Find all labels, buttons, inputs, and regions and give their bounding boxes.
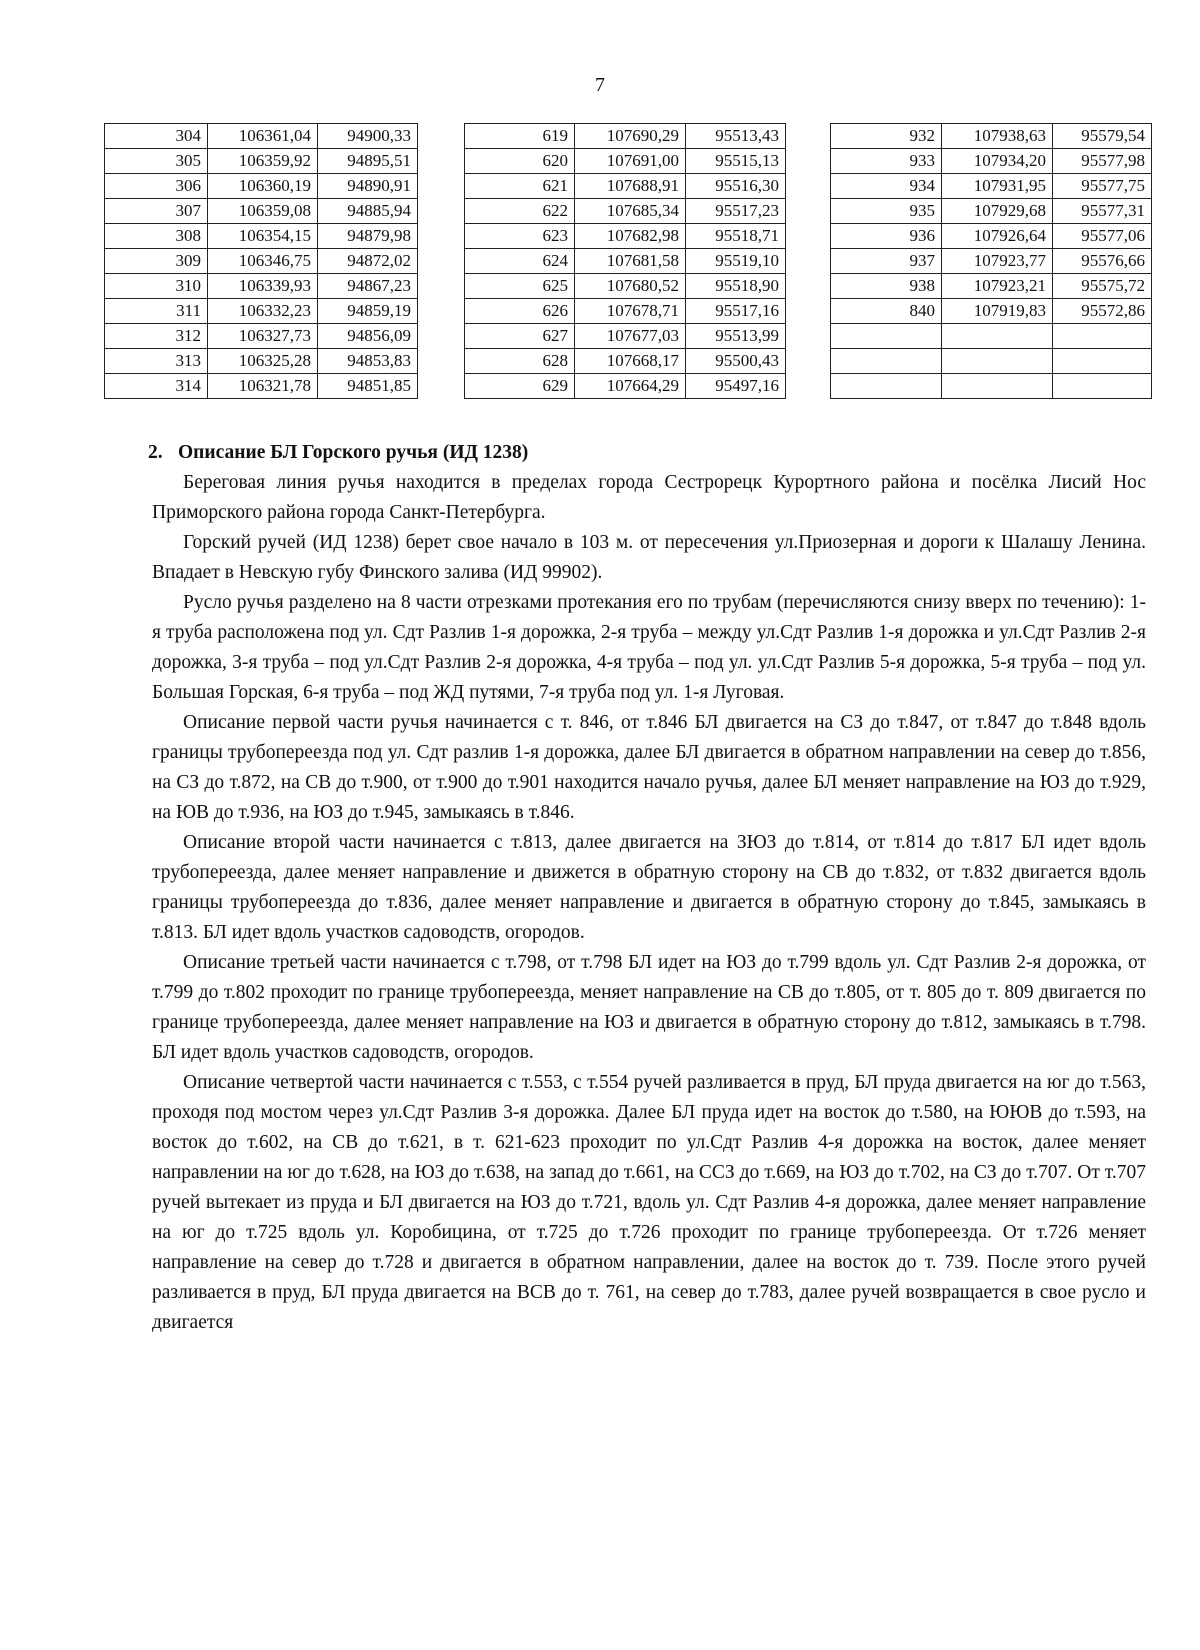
table-row (465, 199, 786, 224)
y-coordinate-cell: 95579,54 (1053, 124, 1152, 149)
x-coordinate-cell: 107681,58 (575, 249, 686, 274)
table-row (831, 224, 1152, 249)
table-row (831, 299, 1152, 324)
x-coordinate-cell: 107680,52 (575, 274, 686, 299)
y-coordinate-cell: 94895,51 (318, 149, 418, 174)
table-row (831, 174, 1152, 199)
paragraph: Описание первой части ручья начинается с т. 846, от т.846 БЛ двигается на СЗ до т.847, от т.847 до т.848 вдоль границы трубопереезда под ул. Сдт разлив 1-я дорожка, далее БЛ двигается в обратном направлении на север до т.856, на СЗ до т.872, на СВ до т.900, от т.900 до т.901 находится начало ручья, далее БЛ меняет направление на ЮЗ до т.929, на ЮВ до т.936, на ЮЗ до т.945, замыкаясь в т.846. (152, 712, 1146, 823)
x-coordinate-cell: 107664,29 (575, 374, 686, 399)
point-number-cell: 308 (105, 224, 208, 249)
y-coordinate-cell: 94872,02 (318, 249, 418, 274)
section-heading (148, 438, 1146, 468)
x-coordinate-cell: 107929,68 (942, 199, 1053, 224)
table-row (831, 249, 1152, 274)
section-text (148, 438, 1146, 1338)
y-coordinate-cell: 95517,16 (686, 299, 786, 324)
y-coordinate-cell: 95577,75 (1053, 174, 1152, 199)
y-coordinate-cell: 95577,06 (1053, 224, 1152, 249)
y-coordinate-cell: 95518,71 (686, 224, 786, 249)
point-number-cell: 933 (831, 149, 942, 174)
point-number-cell (831, 374, 942, 399)
point-number-cell: 628 (465, 349, 575, 374)
point-number-cell: 309 (105, 249, 208, 274)
y-coordinate-cell: 94890,91 (318, 174, 418, 199)
table-row (105, 274, 418, 299)
x-coordinate-cell: 107668,17 (575, 349, 686, 374)
point-number-cell: 304 (105, 124, 208, 149)
point-number-cell (831, 324, 942, 349)
point-number-cell: 626 (465, 299, 575, 324)
x-coordinate-cell (942, 374, 1053, 399)
x-coordinate-cell: 107926,64 (942, 224, 1053, 249)
x-coordinate-cell: 107690,29 (575, 124, 686, 149)
point-number-cell: 313 (105, 349, 208, 374)
paragraph: Описание третьей части начинается с т.798, от т.798 БЛ идет на ЮЗ до т.799 вдоль ул. Сдт Разлив 2-я дорожка, от т.799 до т.802 проходит по границе трубопереезда, меняет направление на СВ до т.805, от т. 805 до т. 809 двигается по границе трубопереезда, далее меняет направление на ЮЗ и двигается в обратную сторону до т.812, замыкаясь в т.798. БЛ идет вдоль участков садоводств, огородов. (152, 952, 1146, 1063)
x-coordinate-cell: 106361,04 (208, 124, 318, 149)
point-number-cell: 934 (831, 174, 942, 199)
table-row (105, 349, 418, 374)
point-number-cell: 306 (105, 174, 208, 199)
table-row (831, 124, 1152, 149)
x-coordinate-cell: 107685,34 (575, 199, 686, 224)
y-coordinate-cell: 95577,31 (1053, 199, 1152, 224)
x-coordinate-cell: 107688,91 (575, 174, 686, 199)
x-coordinate-cell: 106359,08 (208, 199, 318, 224)
y-coordinate-cell: 94859,19 (318, 299, 418, 324)
paragraph: Береговая линия ручья находится в пределах города Сестрорецк Курортного района и посёлка Лисий Нос Приморского района города Санкт-Петербурга. (152, 472, 1146, 523)
point-number-cell: 935 (831, 199, 942, 224)
table-row (105, 124, 418, 149)
paragraph: Русло ручья разделено на 8 части отрезками протекания его по трубам (перечисляются снизу вверх по течению): 1-я труба расположена под ул. Сдт Разлив 1-я дорожка, 2-я труба – между ул.Сдт Разлив 1-я дорожка и ул.Сдт Разлив 2-я дорожка, 3-я труба – под ул.Сдт Разлив 2-я дорожка, 4-я труба – под ул. ул.Сдт Разлив 5-я дорожка, 5-я труба – под ул. Большая Горская, 6-я труба – под ЖД путями, 7-я труба под ул. 1-я Луговая. (152, 592, 1146, 703)
x-coordinate-cell: 106354,15 (208, 224, 318, 249)
coordinates-table-1 (104, 123, 418, 399)
x-coordinate-cell: 106325,28 (208, 349, 318, 374)
page-number: 7 (595, 74, 605, 96)
paragraph: Описание второй части начинается с т.813, далее двигается на ЗЮЗ до т.814, от т.814 до т.817 БЛ идет вдоль трубопереезда, далее меняет направление и движется в обратную сторону на СВ до т.832, от т.832 двигается вдоль границы трубопереезда до т.836, далее меняет направление и двигается в обратную сторону до т.845, замыкаясь в т.813. БЛ идет вдоль участков садоводств, огородов. (152, 832, 1146, 943)
table-row (831, 149, 1152, 174)
y-coordinate-cell: 95519,10 (686, 249, 786, 274)
y-coordinate-cell: 95513,43 (686, 124, 786, 149)
x-coordinate-cell: 106339,93 (208, 274, 318, 299)
table-row (105, 324, 418, 349)
point-number-cell: 305 (105, 149, 208, 174)
y-coordinate-cell: 95575,72 (1053, 274, 1152, 299)
point-number-cell: 932 (831, 124, 942, 149)
section-paragraphs (152, 468, 1146, 1338)
table-row (105, 374, 418, 399)
paragraph: Горский ручей (ИД 1238) берет свое начало в 103 м. от пересечения ул.Приозерная и дороги к Шалашу Ленина. Впадает в Невскую губу Финского залива (ИД 99902). (152, 532, 1146, 583)
x-coordinate-cell: 107691,00 (575, 149, 686, 174)
y-coordinate-cell: 94900,33 (318, 124, 418, 149)
y-coordinate-cell (1053, 324, 1152, 349)
y-coordinate-cell: 94885,94 (318, 199, 418, 224)
table-row (465, 224, 786, 249)
point-number-cell: 623 (465, 224, 575, 249)
y-coordinate-cell: 95518,90 (686, 274, 786, 299)
x-coordinate-cell: 106360,19 (208, 174, 318, 199)
y-coordinate-cell: 94853,83 (318, 349, 418, 374)
point-number-cell: 307 (105, 199, 208, 224)
point-number-cell (831, 349, 942, 374)
paragraph: Описание четвертой части начинается с т.553, с т.554 ручей разливается в пруд, БЛ пруда двигается на юг до т.563, проходя под мостом через ул.Сдт Разлив 3-я дорожка. Далее БЛ пруда идет на восток до т.580, на ЮЮВ до т.593, на восток до т.602, на СВ до т.621, в т. 621-623 проходит по ул.Сдт Разлив 4-я дорожка на восток, далее меняет направлении на юг до т.628, на ЮЗ до т.638, на запад до т.661, на ССЗ до т.669, на ЮЗ до т.702, на СЗ до т.707. От т.707 ручей вытекает из пруда и БЛ двигается на ЮЗ до т.721, вдоль ул. Сдт Разлив 4-я дорожка, далее меняет направление на юг до т.725 вдоль ул. Коробицина, от т.725 до т.726 проходит по границе трубопереезда. От т.726 меняет направление на север до т.728 и двигается в обратном направлении, далее на восток до т. 739. После этого ручей разливается в пруд, БЛ пруда двигается на ВСВ до т. 761, на север до т.783, далее ручей возвращается в свое русло и двигается (152, 1072, 1146, 1333)
table-row (105, 174, 418, 199)
table-row (465, 174, 786, 199)
point-number-cell: 625 (465, 274, 575, 299)
x-coordinate-cell (942, 349, 1053, 374)
table-row (465, 149, 786, 174)
table-row (831, 199, 1152, 224)
point-number-cell: 619 (465, 124, 575, 149)
table-row (465, 374, 786, 399)
point-number-cell: 622 (465, 199, 575, 224)
x-coordinate-cell: 107938,63 (942, 124, 1053, 149)
coordinates-table-2 (464, 123, 786, 399)
x-coordinate-cell: 106327,73 (208, 324, 318, 349)
x-coordinate-cell: 107931,95 (942, 174, 1053, 199)
table-row (831, 374, 1152, 399)
table-row (105, 249, 418, 274)
y-coordinate-cell: 94879,98 (318, 224, 418, 249)
y-coordinate-cell (1053, 374, 1152, 399)
x-coordinate-cell: 107677,03 (575, 324, 686, 349)
y-coordinate-cell: 94867,23 (318, 274, 418, 299)
x-coordinate-cell: 107934,20 (942, 149, 1053, 174)
y-coordinate-cell: 95516,30 (686, 174, 786, 199)
table-row (831, 324, 1152, 349)
x-coordinate-cell: 106321,78 (208, 374, 318, 399)
x-coordinate-cell: 107682,98 (575, 224, 686, 249)
y-coordinate-cell: 95513,99 (686, 324, 786, 349)
point-number-cell: 310 (105, 274, 208, 299)
point-number-cell: 621 (465, 174, 575, 199)
point-number-cell: 312 (105, 324, 208, 349)
point-number-cell: 936 (831, 224, 942, 249)
table-row (465, 124, 786, 149)
y-coordinate-cell: 95517,23 (686, 199, 786, 224)
x-coordinate-cell: 106346,75 (208, 249, 318, 274)
table-row (831, 274, 1152, 299)
point-number-cell: 938 (831, 274, 942, 299)
y-coordinate-cell: 94856,09 (318, 324, 418, 349)
point-number-cell: 311 (105, 299, 208, 324)
y-coordinate-cell (1053, 349, 1152, 374)
coordinates-tables (104, 123, 1170, 413)
coordinates-table-3 (830, 123, 1152, 399)
table-row (465, 299, 786, 324)
y-coordinate-cell: 95515,13 (686, 149, 786, 174)
x-coordinate-cell: 107919,83 (942, 299, 1053, 324)
table-row (465, 349, 786, 374)
y-coordinate-cell: 95576,66 (1053, 249, 1152, 274)
table-row (105, 299, 418, 324)
point-number-cell: 620 (465, 149, 575, 174)
y-coordinate-cell: 95500,43 (686, 349, 786, 374)
point-number-cell: 840 (831, 299, 942, 324)
table-row (465, 324, 786, 349)
point-number-cell: 627 (465, 324, 575, 349)
table-row (465, 274, 786, 299)
y-coordinate-cell: 95572,86 (1053, 299, 1152, 324)
point-number-cell: 624 (465, 249, 575, 274)
section-number: 2. (148, 442, 163, 463)
x-coordinate-cell: 107923,77 (942, 249, 1053, 274)
x-coordinate-cell: 107678,71 (575, 299, 686, 324)
point-number-cell: 629 (465, 374, 575, 399)
table-row (105, 149, 418, 174)
x-coordinate-cell: 107923,21 (942, 274, 1053, 299)
x-coordinate-cell (942, 324, 1053, 349)
table-row (831, 349, 1152, 374)
x-coordinate-cell: 106332,23 (208, 299, 318, 324)
table-row (465, 249, 786, 274)
y-coordinate-cell: 94851,85 (318, 374, 418, 399)
table-row (105, 199, 418, 224)
point-number-cell: 937 (831, 249, 942, 274)
point-number-cell: 314 (105, 374, 208, 399)
y-coordinate-cell: 95577,98 (1053, 149, 1152, 174)
table-row (105, 224, 418, 249)
x-coordinate-cell: 106359,92 (208, 149, 318, 174)
section-title: Описание БЛ Горского ручья (ИД 1238) (178, 442, 529, 463)
y-coordinate-cell: 95497,16 (686, 374, 786, 399)
